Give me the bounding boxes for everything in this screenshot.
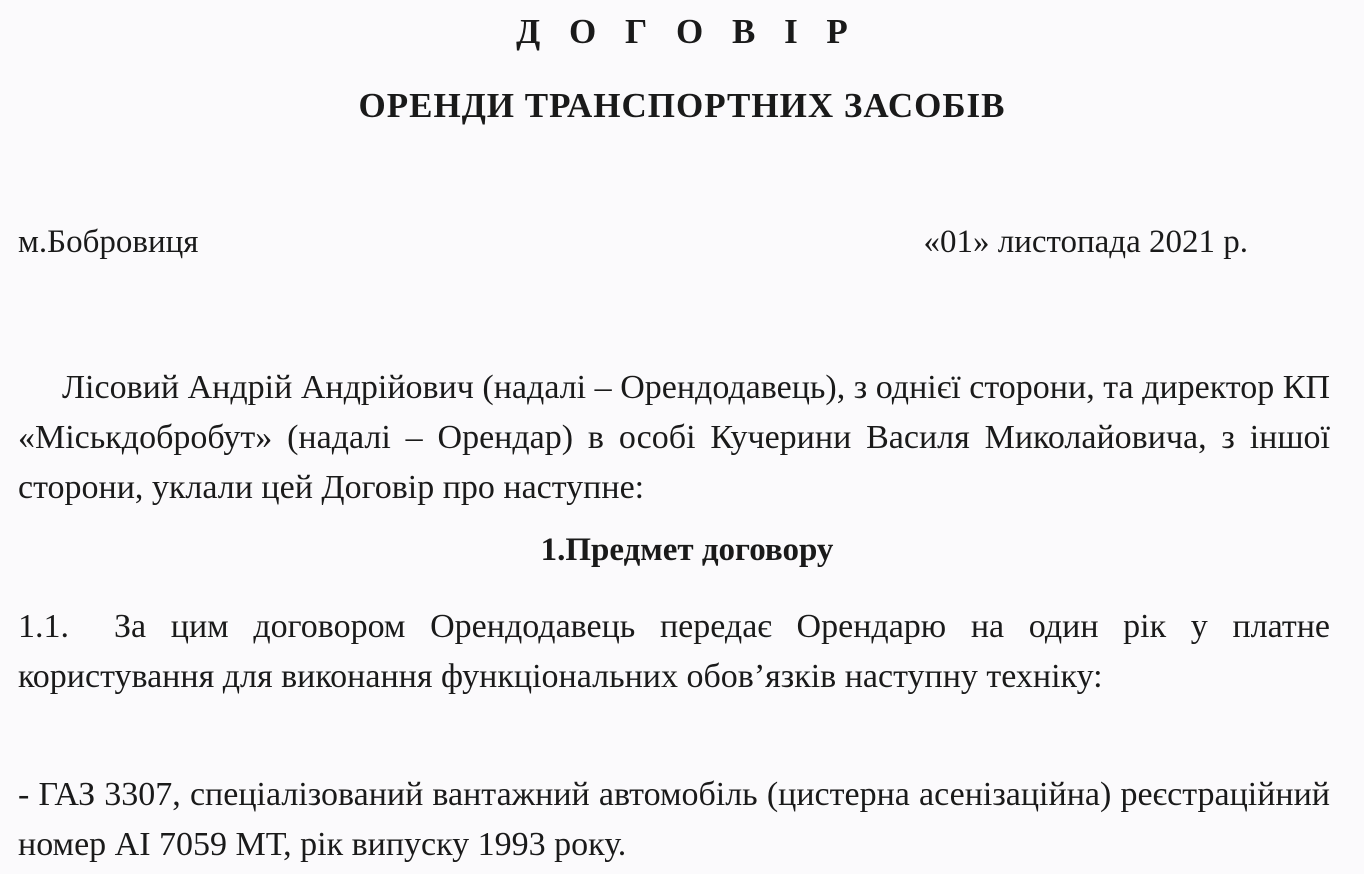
- vehicle-item: - ГАЗ 3307, спеціалізований вантажний автомобіль (цистерна асенізаційна) реєстраційний номер АІ 7059 МТ, рік випуску 1993 року.: [18, 776, 1330, 863]
- clause-text: За цим договором Орендодавець передає Орендарю на один рік у платне користування для виконання функціональних обов’язків наступну техніку:: [18, 608, 1330, 695]
- clause-number: 1.1.: [18, 608, 69, 645]
- intro-paragraph: Лісовий Андрій Андрійович (надалі – Орендодавець), з однієї сторони, та директор КП «Міськдобробут» (надалі – Орендар) в особі Кучерини Василя Миколайовича, з іншої сторони, уклали цей Договір про наступне:: [18, 369, 1330, 506]
- date: «01» листопада 2021 р.: [923, 224, 1248, 260]
- place: м.Бобровиця: [18, 224, 199, 260]
- section-title: 1.Предмет договору: [540, 532, 834, 568]
- document-title: Д О Г О В І Р: [516, 12, 858, 51]
- clause-1-1: [18, 602, 1330, 702]
- document-subtitle: ОРЕНДИ ТРАНСПОРТНИХ ЗАСОБІВ: [358, 86, 1006, 125]
- place-date-row: [18, 224, 1248, 261]
